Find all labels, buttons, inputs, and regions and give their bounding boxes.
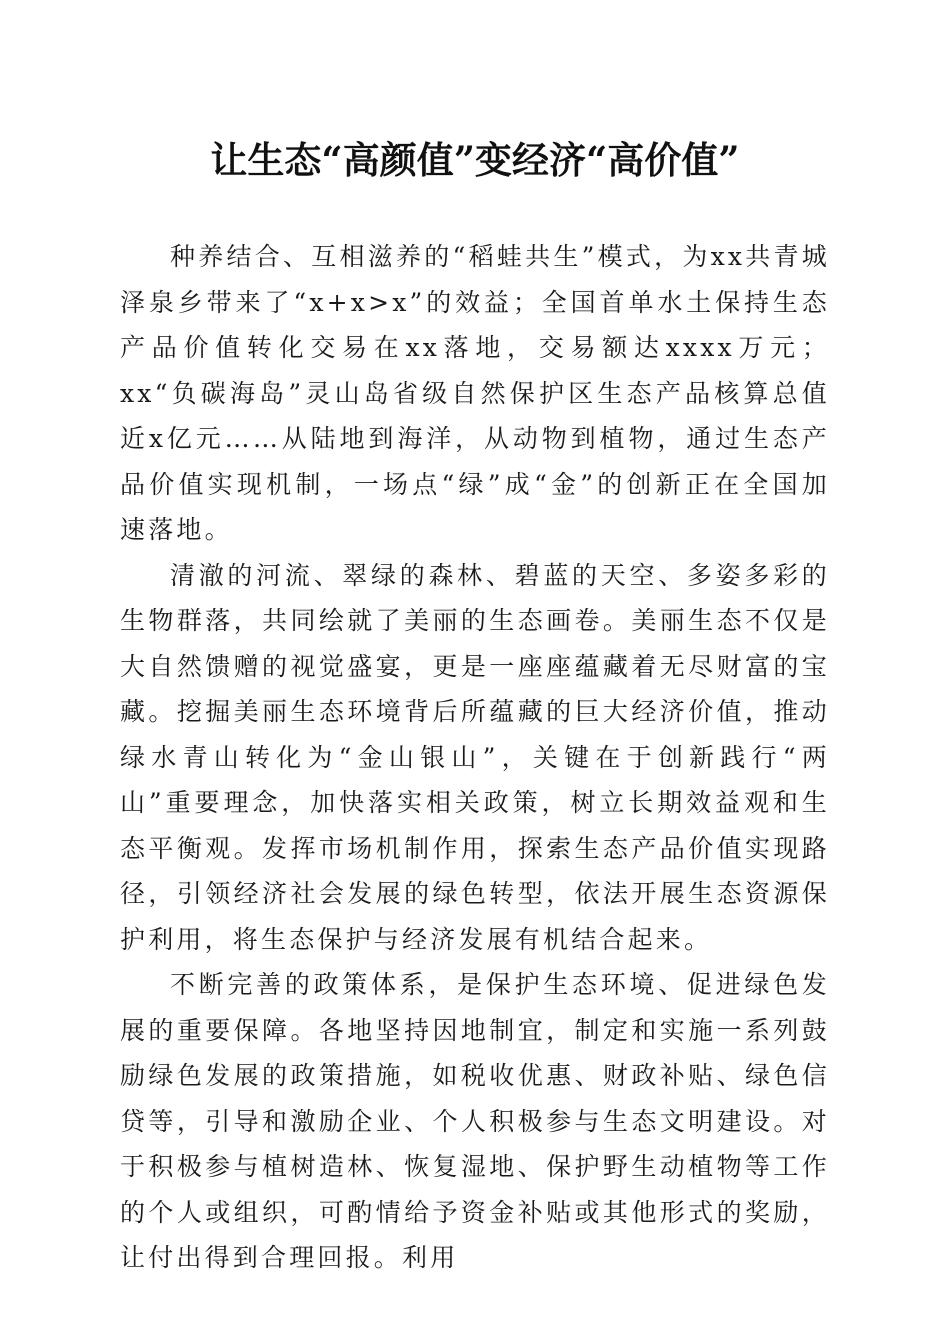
paragraph-1: 种养结合、互相滋养的“稻蛙共生”模式，为xx共青城泽泉乡带来了“x+x>x”的效益；全国首单水土保持生态产品价值转化交易在xx落地，交易额达xxxx万元；xx“负碳海岛”灵山岛省级自然保护区生态产品核算总值近x亿元……从陆地到海洋，从动物到植物，通过生态产品价值实现机制，一场点“绿”成“金”的创新正在全国加速落地。 — [120, 242, 830, 544]
paragraph-2: 清澈的河流、翠绿的森林、碧蓝的天空、多姿多彩的生物群落，共同绘就了美丽的生态画卷。美丽生态不仅是大自然馈赠的视觉盛宴，更是一座座蕴藏着无尽财富的宝藏。挖掘美丽生态环境背后所蕴藏的巨大经济价值，推动绿水青山转化为“金山银山”，关键在于创新践行“两山”重要理念，加快落实相关政策，树立长期效益观和生态平衡观。发挥市场机制作用，探索生态产品价值实现路径，引领经济社会发展的绿色转型，依法开展生态资源保护利用，将生态保护与经济发展有机结合起来。 — [120, 560, 830, 954]
document-body — [120, 234, 830, 1281]
document-title: 让生态“高颜值”变经济“高价值” — [210, 138, 740, 182]
paragraph-3: 不断完善的政策体系，是保护生态环境、促进绿色发展的重要保障。各地坚持因地制宜，制定和实施一系列鼓励绿色发展的政策措施，如税收优惠、财政补贴、绿色信贷等，引导和激励企业、个人积极参与生态文明建设。对于积极参与植树造林、恢复湿地、保护野生动植物等工作的个人或组织，可酌情给予资金补贴或其他形式的奖励，让付出得到合理回报。利用 — [120, 970, 830, 1272]
